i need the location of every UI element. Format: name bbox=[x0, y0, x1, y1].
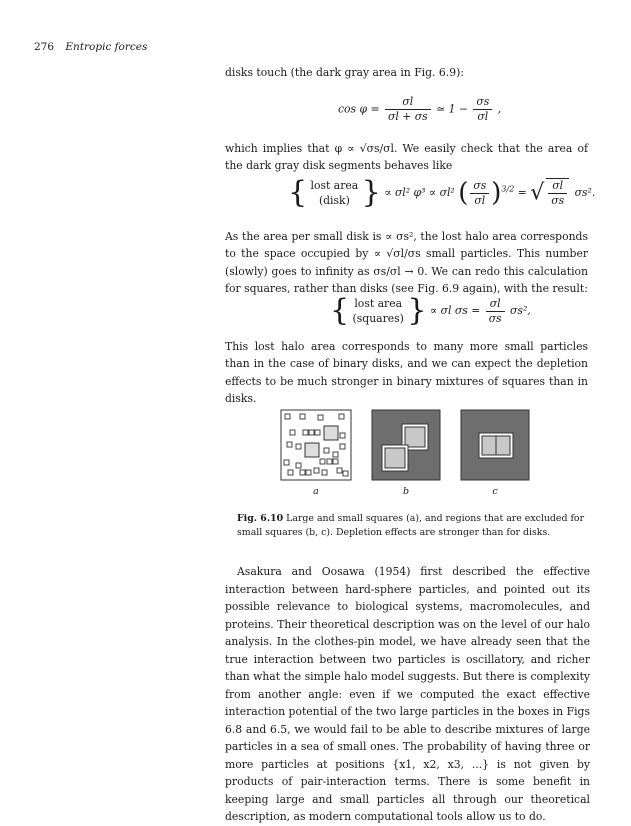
panel-label-a: a bbox=[313, 486, 319, 497]
eq3-tail: σs², bbox=[510, 304, 531, 317]
eq2-stack: lost area (disk) bbox=[310, 179, 359, 207]
panel-label-c: c bbox=[492, 486, 498, 497]
eq2-power: 3/2 bbox=[501, 184, 515, 194]
eq2-equals: = bbox=[517, 186, 527, 199]
equation-cos-phi bbox=[338, 95, 501, 124]
body-text: Asakura and Oosawa (1954) first described the effective interaction between hard-sphere particles, and pointed out its possible relevance to biological systems, macromolecules, and proteins. Their theoretical description was on the level of our halo analysis. In the clothes-pin model, we have already seen that the true interaction between two particles is oscillatory, and richer than what the simple halo model suggests. But there is complexity from another angle: even if we computed the exact effective interaction potential of the two large particles in the boxes in Figs 6.8 and 6.5, we would fail to be able to describe mixtures of large particles in a sea of small ones. The probability of having three or more particles at positions {x1, x2, x3, ...} is not given by products of pair-interaction terms. There is some benefit in keeping large and small particles all through our theoretical description, as modern computational tools allow us to do. bbox=[225, 565, 591, 823]
equation-lost-area-disk: { lost area (disk) } ∝ σl² φ³ ∝ σl² ( $\frac{\sigma s}{\sigma l}$ )$^{3/2}$ = √ $\frac{\sigma l}{\sigma s}$ σs². bbox=[288, 175, 596, 210]
eq1-lhs: cos φ = bbox=[338, 102, 380, 116]
eq2-rhs: ∝ σl² φ³ ∝ σl² bbox=[384, 186, 455, 199]
eq3-rhs: ∝ σl σs = bbox=[429, 304, 481, 317]
eq1-fraction-1: $\frac{\sigma l}{\sigma l + \sigma s}$ bbox=[385, 95, 431, 124]
large-square bbox=[305, 443, 319, 457]
eq1-approx: ≃ 1 − bbox=[436, 102, 468, 116]
eq1-tail: , bbox=[497, 102, 502, 116]
paragraph-intro: disks touch (the dark gray area in Fig. 6.9): bbox=[225, 66, 464, 79]
body-paragraph bbox=[225, 563, 590, 826]
page-number: 276 bbox=[34, 41, 55, 53]
panel-a bbox=[281, 410, 351, 480]
caption-text: Large and small squares (a), and regions that are excluded for small squares (b, c). Depletion effects are stronger than for disks. bbox=[237, 513, 585, 538]
caption-label: Fig. 6.10 bbox=[237, 513, 284, 524]
figure-6-10 bbox=[0, 408, 631, 528]
eq3-stack: lost area (squares) bbox=[352, 297, 404, 325]
eq2-tail: σs². bbox=[574, 186, 596, 199]
eq1-fraction-2: $\frac{\sigma s}{\sigma l}$ bbox=[473, 95, 492, 124]
paragraph-phi: which implies that φ ∝ √σs/σl. We easily check that the area of the dark gray disk segments behaves like bbox=[225, 142, 588, 173]
panel-c bbox=[461, 410, 529, 480]
right-brace: } bbox=[361, 175, 381, 210]
sqrt-sign: √ bbox=[530, 180, 545, 206]
eq3-fraction: $\frac{\sigma l}{\sigma s}$ bbox=[486, 297, 505, 326]
large-square bbox=[324, 426, 338, 440]
running-title: Entropic forces bbox=[65, 41, 148, 53]
paragraph-halo-disk: As the area per small disk is ∝ σs², the lost halo area corresponds to the space occupied by ∝ √σl/σs small particles. This number (slowly) goes to infinity as σs/σl → 0. We can redo this calculation for squares, rather than disks (see Fig. 6.9 again), with the result: bbox=[225, 230, 588, 295]
running-header bbox=[34, 41, 147, 53]
left-brace: { bbox=[288, 175, 308, 210]
figure-caption bbox=[237, 512, 597, 540]
eq2-sqrt-fraction: $\frac{\sigma l}{\sigma s}$ bbox=[546, 178, 569, 208]
equation-lost-area-squares: { lost area (squares) } ∝ σl σs = $\frac{\sigma l}{\sigma s}$ σs², bbox=[330, 293, 531, 328]
panel-label-b: b bbox=[402, 486, 410, 497]
eq2-paren-fraction: $\frac{\sigma s}{\sigma l}$ bbox=[470, 179, 489, 208]
panel-b bbox=[372, 410, 440, 480]
paragraph-squares: This lost halo area corresponds to many more small particles than in the case of binary disks, and we can expect the depletion effects to be much stronger in binary mixtures of squares than in disks. bbox=[225, 340, 588, 405]
